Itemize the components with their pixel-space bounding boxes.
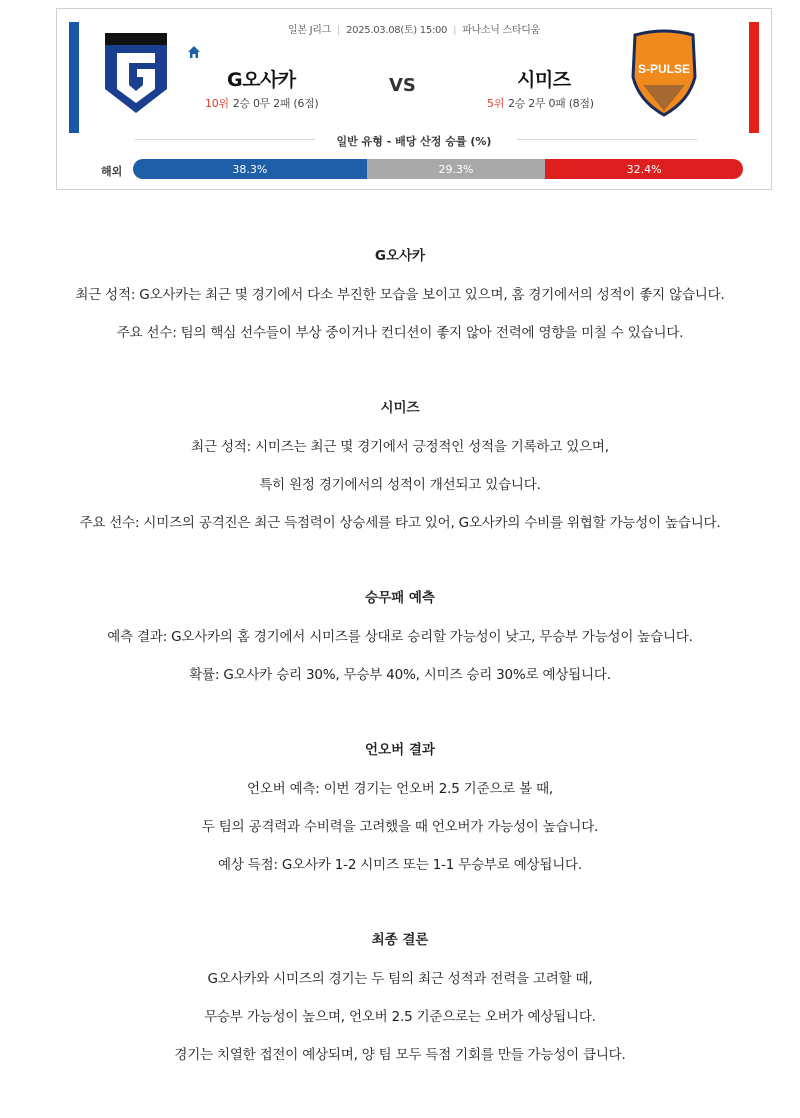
analysis-section (0, 244, 800, 342)
away-team-rank: 5위 (487, 97, 505, 110)
odds-title: 일반 유형 - 배당 산정 승률 (%) (336, 135, 492, 148)
home-team-name: G오사카 (227, 69, 296, 91)
section-title: 시미즈 (380, 400, 420, 416)
home-color-stripe (69, 22, 79, 133)
analysis-section (0, 928, 800, 1064)
home-team-record (205, 95, 318, 111)
home-team-wdl: 2승 0무 2패 (6점) (232, 97, 319, 110)
match-meta: 일본 J리그 | 2025.03.08(토) 15:00 | 파나소닉 스타디움 (288, 25, 540, 36)
home-icon (187, 45, 201, 59)
stadium-name: 파나소닉 스타디움 (462, 25, 540, 36)
section-paragraph: 경기는 치열한 접전이 예상되며, 양 팀 모두 득점 기회를 만들 가능성이 큽니다. (174, 1047, 626, 1063)
section-paragraph: G오사카와 시미즈의 경기는 두 팀의 최근 성적과 전력을 고려할 때, (207, 971, 593, 987)
section-title: 언오버 결과 (365, 742, 435, 758)
away-logo-text: S-PULSE (637, 62, 691, 76)
odds-source-label: 해외 (101, 165, 123, 178)
odds-divider-right (517, 139, 697, 140)
odds-away-segment: 32.4% (545, 159, 743, 179)
section-paragraph: 무승부 가능성이 높으며, 언오버 2.5 기준으로는 오버가 예상됩니다. (204, 1009, 596, 1025)
league-name: 일본 J리그 (288, 25, 331, 36)
section-paragraph: 주요 선수: 시미즈의 공격진은 최근 득점력이 상승세를 타고 있어, G오사카의 수비를 위협할 가능성이 높습니다. (79, 515, 721, 531)
odds-home-segment: 38.3% (133, 159, 367, 179)
analysis-content (0, 226, 800, 1118)
section-paragraph: 최근 성적: G오사카는 최근 몇 경기에서 다소 부진한 모습을 보이고 있으며, 홈 경기에서의 성적이 좋지 않습니다. (75, 287, 725, 303)
away-team-wdl: 2승 2무 0패 (8점) (508, 97, 594, 110)
section-paragraph: 특히 원정 경기에서의 성적이 개선되고 있습니다. (259, 477, 541, 493)
match-card (56, 8, 772, 190)
analysis-section (0, 738, 800, 874)
versus-label: VS (389, 75, 416, 96)
section-paragraph: 예상 득점: G오사카 1-2 시미즈 또는 1-1 무승부로 예상됩니다. (218, 857, 582, 873)
analysis-section (0, 586, 800, 684)
section-paragraph: 주요 선수: 팀의 핵심 선수들이 부상 중이거나 컨디션이 좋지 않아 전력에 영향을 미칠 수 있습니다. (116, 325, 684, 341)
analysis-section (0, 396, 800, 532)
shimizu-s-pulse-logo (629, 29, 699, 117)
away-team-name: 시미즈 (517, 69, 571, 91)
section-paragraph: 최근 성적: 시미즈는 최근 몇 경기에서 긍정적인 성적을 기록하고 있으며, (191, 439, 609, 455)
away-team-record (487, 95, 594, 111)
section-paragraph: 두 팀의 공격력과 수비력을 고려했을 때 언오버가 가능성이 높습니다. (201, 819, 599, 835)
section-title: G오사카 (374, 248, 426, 264)
away-color-stripe (749, 22, 759, 133)
section-paragraph: 예측 결과: G오사카의 홈 경기에서 시미즈를 상대로 승리할 가능성이 낮고, 무승부 가능성이 높습니다. (107, 629, 693, 645)
section-paragraph: 확률: G오사카 승리 30%, 무승부 40%, 시미즈 승리 30%로 예상됩니다. (189, 667, 611, 683)
gamba-osaka-logo (103, 31, 169, 115)
section-title: 승무패 예측 (365, 590, 435, 606)
section-title: 최종 결론 (371, 932, 429, 948)
section-paragraph: 언오버 예측: 이번 경기는 언오버 2.5 기준으로 볼 때, (246, 781, 554, 797)
home-team-rank: 10위 (205, 97, 229, 110)
odds-draw-segment: 29.3% (367, 159, 546, 179)
odds-bar (133, 159, 743, 179)
match-datetime: 2025.03.08(토) 15:00 (346, 25, 448, 36)
